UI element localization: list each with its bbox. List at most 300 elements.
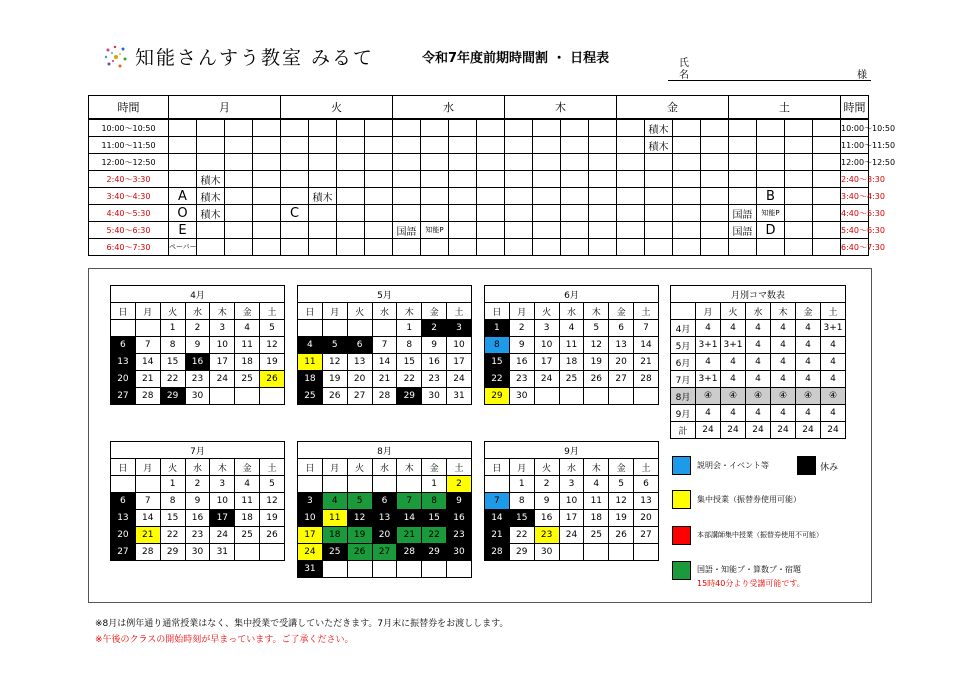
summary-cell: 4	[821, 371, 846, 388]
tt-header-cell: 水	[393, 96, 505, 120]
tt-cell	[701, 239, 729, 256]
tt-cell	[589, 154, 617, 171]
tt-cell	[253, 154, 281, 171]
tt-cell	[617, 119, 645, 137]
calendar-day: 3	[447, 320, 472, 337]
tt-cell	[421, 119, 449, 137]
tt-cell	[785, 239, 813, 256]
summary-cell: 4	[696, 405, 721, 422]
calendar-day: 17	[210, 354, 235, 371]
weekday-label: 金	[422, 303, 447, 320]
tt-row	[89, 188, 977, 205]
tt-cell	[365, 137, 393, 154]
tt-cell	[617, 222, 645, 239]
calendar-day	[422, 561, 447, 578]
tt-header-cell: 金	[617, 96, 729, 120]
tt-cell	[477, 239, 505, 256]
calendar-day	[634, 388, 659, 405]
tt-cell	[477, 137, 505, 154]
tt-cell	[337, 205, 365, 222]
calendar-day: 13	[634, 493, 659, 510]
summary-cell: 24	[721, 422, 746, 439]
tt-cell	[169, 119, 197, 137]
tt-cell	[533, 222, 561, 239]
tt-cell	[337, 171, 365, 188]
calendar-day	[609, 544, 634, 561]
calendar-day: 16	[185, 510, 210, 527]
tt-cell: 積木	[309, 188, 337, 205]
calendar-day: 21	[135, 527, 160, 544]
calendar-day: 20	[634, 510, 659, 527]
calendar-day: 3	[559, 476, 584, 493]
weekday-label: 土	[260, 303, 285, 320]
tt-cell	[281, 137, 309, 154]
weekday-label: 水	[372, 459, 397, 476]
tt-time-right: 2:40～3:30	[841, 171, 869, 188]
tt-cell	[281, 171, 309, 188]
calendar-day: 7	[372, 337, 397, 354]
tt-cell	[729, 171, 757, 188]
calendar-day: 12	[584, 337, 609, 354]
weekday-label: 月	[509, 303, 534, 320]
tt-cell	[505, 239, 533, 256]
summary-cell: 8月	[671, 388, 696, 405]
calendar-day: 27	[609, 371, 634, 388]
calendar-day: 6	[347, 337, 372, 354]
calendar-day: 21	[634, 354, 659, 371]
tt-cell	[309, 239, 337, 256]
calendar-day: 2	[447, 476, 472, 493]
summary-head-cell: 土	[821, 303, 846, 320]
calendar-day: 26	[322, 388, 347, 405]
tt-cell	[337, 239, 365, 256]
calendar-day: 26	[347, 544, 372, 561]
calendar-day: 15	[422, 510, 447, 527]
calendar-day: 14	[135, 510, 160, 527]
weekday-label: 火	[160, 459, 185, 476]
tt-cell	[533, 137, 561, 154]
tt-cell	[365, 222, 393, 239]
calendar-day: 17	[298, 527, 323, 544]
tt-time: 10:00～10:50	[89, 119, 169, 137]
calendar-day: 7	[135, 337, 160, 354]
calendar-day: 27	[347, 388, 372, 405]
weekday-label: 金	[609, 303, 634, 320]
calendar-day: 18	[322, 527, 347, 544]
calendar-month-title: 9月	[485, 442, 659, 459]
tt-cell	[197, 239, 225, 256]
tt-header-cell: 火	[281, 96, 393, 120]
legend-instructor-swatch	[672, 526, 691, 545]
calendar-day: 11	[235, 493, 260, 510]
tt-cell	[253, 171, 281, 188]
summary-cell: ④	[771, 388, 796, 405]
calendar-day: 5	[609, 476, 634, 493]
summary-cell: 4	[796, 354, 821, 371]
tt-cell	[365, 188, 393, 205]
tt-row	[89, 119, 977, 137]
calendar-day: 6	[111, 493, 136, 510]
calendar-day: 26	[260, 371, 285, 388]
tt-cell	[421, 188, 449, 205]
tt-time-right: 10:00～10:50	[841, 119, 869, 137]
calendar-day: 7	[397, 493, 422, 510]
calendar-day: 16	[534, 510, 559, 527]
calendar-day	[135, 476, 160, 493]
tt-cell	[309, 119, 337, 137]
tt-time: 5:40～6:30	[89, 222, 169, 239]
tt-cell	[785, 205, 813, 222]
tt-cell	[561, 119, 589, 137]
tt-cell	[589, 137, 617, 154]
tt-cell: 知能P	[421, 222, 449, 239]
tt-cell	[701, 222, 729, 239]
tt-cell	[253, 137, 281, 154]
weekday-label: 日	[111, 459, 136, 476]
calendar-day: 10	[210, 337, 235, 354]
calendar-day	[260, 388, 285, 405]
calendar-day: 30	[509, 388, 534, 405]
calendar-day: 1	[397, 320, 422, 337]
calendar-day: 12	[260, 337, 285, 354]
calendar-day	[485, 476, 510, 493]
tt-header-cell: 月	[169, 96, 281, 120]
calendar-day: 10	[298, 510, 323, 527]
tt-cell	[785, 137, 813, 154]
tt-cell	[617, 239, 645, 256]
calendar-day: 8	[422, 493, 447, 510]
calendar-day: 28	[485, 544, 510, 561]
calendar-8	[297, 441, 472, 578]
summary-cell: 4	[721, 354, 746, 371]
calendar-day: 2	[422, 320, 447, 337]
tt-cell	[365, 154, 393, 171]
calendar-day: 17	[210, 510, 235, 527]
tt-cell	[813, 239, 841, 256]
calendar-day: 29	[509, 544, 534, 561]
calendar-day: 20	[111, 371, 136, 388]
tt-cell	[393, 205, 421, 222]
tt-header-cell: 土	[729, 96, 841, 120]
legend-off: 休み	[820, 463, 839, 473]
weekday-label: 木	[397, 303, 422, 320]
calendar-day: 6	[634, 476, 659, 493]
calendar-day: 15	[397, 354, 422, 371]
calendar-day: 2	[534, 476, 559, 493]
calendar-month-title: 6月	[485, 286, 659, 303]
weekly-timetable	[88, 95, 977, 256]
calendar-day	[322, 476, 347, 493]
tt-cell	[477, 119, 505, 137]
tt-cell	[757, 119, 785, 137]
summary-cell: 7月	[671, 371, 696, 388]
tt-cell	[169, 154, 197, 171]
tt-cell	[701, 188, 729, 205]
tt-cell	[281, 222, 309, 239]
calendar-day: 13	[111, 354, 136, 371]
tt-cell	[673, 119, 701, 137]
tt-cell	[449, 154, 477, 171]
calendar-day: 18	[235, 354, 260, 371]
tt-cell	[589, 119, 617, 137]
tt-cell	[729, 137, 757, 154]
tt-cell	[757, 137, 785, 154]
tt-cell	[169, 137, 197, 154]
tt-cell	[393, 171, 421, 188]
calendar-day: 22	[160, 527, 185, 544]
calendar-day: 13	[372, 510, 397, 527]
calendar-day: 14	[372, 354, 397, 371]
calendar-day: 27	[111, 544, 136, 561]
calendar-day: 13	[609, 337, 634, 354]
tt-cell	[197, 222, 225, 239]
tt-cell	[281, 188, 309, 205]
calendar-day: 24	[210, 371, 235, 388]
tt-time-right: 11:00～11:50	[841, 137, 869, 154]
summary-head-cell: 木	[771, 303, 796, 320]
calendar-day: 26	[260, 527, 285, 544]
tt-cell	[393, 188, 421, 205]
tt-cell	[393, 154, 421, 171]
summary-cell: 4	[746, 371, 771, 388]
tt-cell: 積木	[645, 119, 673, 137]
calendar-day: 19	[322, 371, 347, 388]
summary-cell: 4	[771, 405, 796, 422]
tt-cell	[225, 222, 253, 239]
weekday-label: 火	[534, 303, 559, 320]
calendar-day	[397, 561, 422, 578]
calendar-day: 23	[534, 527, 559, 544]
tt-cell	[673, 188, 701, 205]
tt-time-right: 5:40～6:30	[841, 222, 869, 239]
tt-header-cell: 時間	[89, 96, 169, 120]
tt-row	[89, 205, 977, 222]
tt-time-right: 4:40～5:30	[841, 205, 869, 222]
tt-cell	[561, 222, 589, 239]
weekday-label: 火	[534, 459, 559, 476]
calendar-day	[347, 561, 372, 578]
calendar-day: 28	[634, 371, 659, 388]
tt-cell	[785, 171, 813, 188]
tt-cell	[225, 171, 253, 188]
calendar-day: 25	[235, 371, 260, 388]
calendar-day	[584, 388, 609, 405]
tt-cell	[561, 154, 589, 171]
legend-intensive-swatch	[672, 490, 691, 509]
tt-row	[89, 137, 977, 154]
calendar-day: 28	[135, 544, 160, 561]
tt-cell	[449, 119, 477, 137]
calendar-day: 16	[422, 354, 447, 371]
document-title: 令和7年度前期時間割 ・ 日程表	[422, 51, 610, 66]
tt-cell	[309, 154, 337, 171]
summary-cell: 6月	[671, 354, 696, 371]
tt-cell	[365, 205, 393, 222]
calendar-day: 25	[298, 388, 323, 405]
note-afternoon: ※午後のクラスの開始時刻が早まっています。ご了承ください。	[95, 635, 354, 645]
calendar-day: 15	[485, 354, 510, 371]
calendar-day: 1	[485, 320, 510, 337]
weekday-label: 金	[235, 303, 260, 320]
weekday-label: 木	[210, 303, 235, 320]
calendar-day	[372, 320, 397, 337]
tt-cell	[449, 205, 477, 222]
calendar-day: 18	[235, 510, 260, 527]
tt-cell	[729, 239, 757, 256]
tt-cell	[645, 154, 673, 171]
calendar-day: 6	[609, 320, 634, 337]
name-label-2: 名	[679, 70, 689, 81]
tt-cell	[785, 119, 813, 137]
tt-cell	[813, 154, 841, 171]
calendar-day	[235, 388, 260, 405]
calendar-day: 21	[485, 527, 510, 544]
name-field[interactable]	[668, 52, 871, 81]
summary-cell: ④	[696, 388, 721, 405]
tt-cell	[309, 205, 337, 222]
calendar-day: 12	[347, 510, 372, 527]
calendar-day: 15	[160, 510, 185, 527]
weekday-label: 水	[559, 459, 584, 476]
calendar-day	[298, 476, 323, 493]
tt-cell	[701, 171, 729, 188]
calendar-day: 15	[509, 510, 534, 527]
calendar-day: 31	[447, 388, 472, 405]
summary-cell: 4	[746, 337, 771, 354]
weekday-label: 月	[509, 459, 534, 476]
calendar-day: 8	[160, 337, 185, 354]
calendar-day: 10	[534, 337, 559, 354]
calendar-day: 22	[509, 527, 534, 544]
tt-cell: 積木	[197, 171, 225, 188]
tt-cell-kokugo: 国語	[393, 222, 421, 239]
tt-cell	[645, 171, 673, 188]
tt-cell	[365, 239, 393, 256]
tt-cell	[701, 137, 729, 154]
tt-cell	[589, 188, 617, 205]
weekday-label: 月	[322, 303, 347, 320]
name-suffix: 様	[857, 70, 867, 81]
tt-cell	[337, 222, 365, 239]
tt-cell	[701, 205, 729, 222]
tt-cell	[225, 119, 253, 137]
tt-cell	[645, 205, 673, 222]
summary-cell: 4	[771, 371, 796, 388]
tt-cell	[785, 188, 813, 205]
tt-row	[89, 222, 977, 239]
calendar-day	[322, 320, 347, 337]
calendar-6	[484, 285, 659, 405]
calendar-day: 27	[111, 388, 136, 405]
summary-cell: 9月	[671, 405, 696, 422]
summary-cell: 24	[746, 422, 771, 439]
summary-cell: 4	[746, 354, 771, 371]
summary-cell: 3+1	[821, 320, 846, 337]
calendar-4	[110, 285, 285, 405]
summary-cell: 4	[796, 405, 821, 422]
calendar-day: 7	[135, 493, 160, 510]
logo-icon	[103, 44, 129, 70]
calendar-day	[609, 388, 634, 405]
calendar-day: 22	[422, 527, 447, 544]
tt-cell	[813, 171, 841, 188]
calendar-day: 2	[509, 320, 534, 337]
calendar-day: 5	[322, 337, 347, 354]
summary-cell: 4	[721, 371, 746, 388]
calendar-day: 14	[135, 354, 160, 371]
calendar-day: 13	[347, 354, 372, 371]
tt-cell	[477, 154, 505, 171]
calendar-day: 6	[372, 493, 397, 510]
weekday-label: 木	[584, 303, 609, 320]
calendar-day: 5	[584, 320, 609, 337]
summary-cell: 4	[821, 337, 846, 354]
legend-event: 説明会・イベント等	[697, 461, 769, 470]
weekday-label: 日	[298, 303, 323, 320]
tt-cell	[309, 222, 337, 239]
tt-cell	[225, 205, 253, 222]
tt-time: 11:00～11:50	[89, 137, 169, 154]
calendar-day: 12	[260, 493, 285, 510]
tt-cell: B	[757, 188, 785, 205]
tt-cell	[673, 154, 701, 171]
summary-cell: ④	[821, 388, 846, 405]
calendar-day	[447, 561, 472, 578]
calendar-day: 6	[111, 337, 136, 354]
tt-cell	[421, 171, 449, 188]
calendar-month-title: 5月	[298, 286, 472, 303]
calendar-day	[298, 320, 323, 337]
tt-cell	[281, 239, 309, 256]
tt-cell	[337, 154, 365, 171]
summary-cell: 4	[796, 371, 821, 388]
calendar-day	[111, 320, 136, 337]
summary-cell: 4	[821, 354, 846, 371]
tt-cell	[589, 239, 617, 256]
summary-cell: ④	[721, 388, 746, 405]
calendar-day: 11	[235, 337, 260, 354]
tt-cell	[477, 188, 505, 205]
tt-cell	[253, 222, 281, 239]
weekday-label: 日	[298, 459, 323, 476]
calendar-day: 8	[160, 493, 185, 510]
calendar-day: 5	[347, 493, 372, 510]
calendar-day: 22	[397, 371, 422, 388]
tt-cell	[673, 239, 701, 256]
tt-cell	[505, 188, 533, 205]
calendar-day: 10	[447, 337, 472, 354]
weekday-label: 金	[235, 459, 260, 476]
summary-cell: 4	[696, 354, 721, 371]
calendar-day: 16	[509, 354, 534, 371]
tt-cell	[505, 154, 533, 171]
summary-cell: 4	[796, 320, 821, 337]
calendar-day: 23	[447, 527, 472, 544]
calendar-day: 14	[634, 337, 659, 354]
tt-cell	[813, 205, 841, 222]
tt-cell	[617, 171, 645, 188]
tt-cell	[449, 137, 477, 154]
legend-intensive: 集中授業（振替券使用可能）	[697, 495, 801, 504]
weekday-label: 水	[185, 459, 210, 476]
calendar-day: 4	[559, 320, 584, 337]
tt-cell	[617, 154, 645, 171]
summary-cell: 4	[721, 405, 746, 422]
weekday-label: 土	[447, 459, 472, 476]
summary-head-cell: 水	[746, 303, 771, 320]
tt-header-cell: 時間	[841, 96, 869, 120]
tt-cell	[533, 188, 561, 205]
